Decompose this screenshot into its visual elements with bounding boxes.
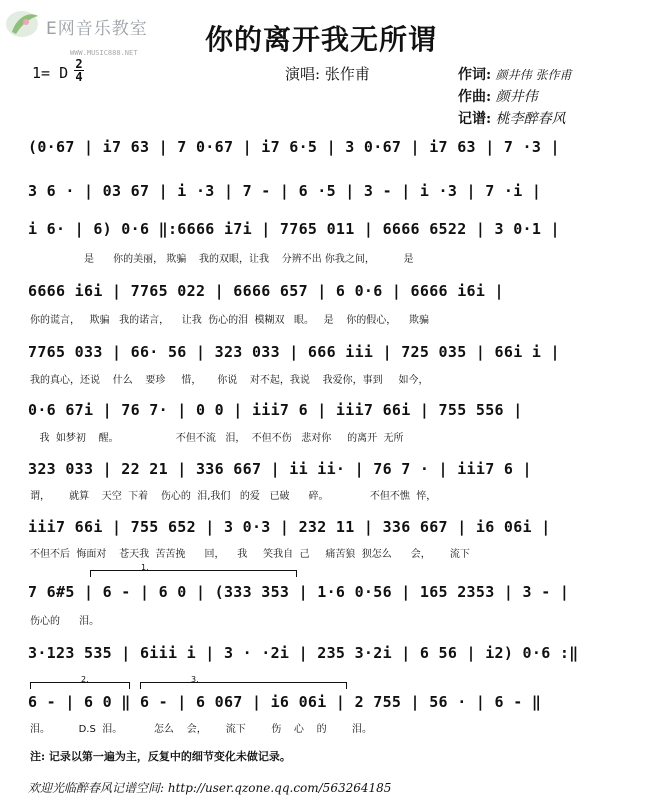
score-line-9: 7 6#5 | 6 - | 6 0 | (333 353 | 1·6 0·56 | 165 2353 | 3 - | [28, 583, 570, 601]
time-numerator: 2 [75, 57, 83, 71]
volta-2-label: 2. [81, 675, 89, 684]
composer-label: 作曲: [458, 89, 492, 105]
score-line-1: (0·67 | i7 63 | 7 0·67 | i7 6·5 | 3 0·67 | i7 63 | 7 ·3 | [28, 138, 560, 156]
singer: 演唱: 张作甫 [285, 65, 370, 83]
leaf-logo-icon [4, 6, 44, 40]
transcriber-credit [458, 108, 566, 128]
score-line-7: 323 033 | 22 21 | 336 667 | ii ii· | 76 7 · | iii7 6 | [28, 460, 532, 478]
transcription-note: 注: 记录以第一遍为主，反复中的细节变化未做记录。 [30, 750, 291, 763]
page-title: 你的离开我无所谓 [205, 23, 438, 56]
time-denominator: 4 [75, 70, 83, 84]
score-line-4: 6666 i6i | 7765 022 | 6666 657 | 6 0·6 | 6666 i6i | [28, 282, 504, 300]
lyrics-line-8: 不但不后 悔面对 苍天我 苦苦挽 回， 我 笑我自 己 痛苦狼 狈怎么 会， 流下 [30, 549, 470, 560]
score-line-3: i 6· | 6) 0·6 ‖:6666 i7i | 7765 011 | 6666 6522 | 3 0·1 | [28, 220, 560, 238]
score-line-5: 7765 033 | 66· 56 | 323 033 | 666 iii | 725 035 | 66i i | [28, 343, 560, 361]
logo-text: E网音乐教室 [46, 19, 148, 39]
score-line-11: 6 - | 6 0 ‖ 6 - | 6 067 | i6 06i | 2 755 | 56 · | 6 - ‖ [28, 693, 542, 711]
lyrics-line-6: 我 如梦初 醒。 不但不流 泪， 不但不伤 悲对你 的离开 无所 [30, 433, 404, 444]
lyrics-line-11: 泪。 D.S 泪。 怎么 会， 流下 伤 心 的 泪。 [30, 724, 373, 735]
lyricist-value: 颜井伟 张作甫 [495, 68, 572, 82]
time-signature [74, 58, 84, 83]
volta-bracket-1 [90, 563, 297, 577]
lyricist-label: 作词: [458, 67, 492, 83]
score-line-8: iii7 66i | 755 652 | 3 0·3 | 232 11 | 336 667 | i6 06i | [28, 518, 551, 536]
volta-1-label: 1. [141, 563, 149, 572]
lyricist-credit [458, 64, 571, 84]
lyrics-line-5: 我的真心，还说 什么 要珍 惜， 你说 对不起，我说 我爱你，事到 如今， [30, 375, 429, 386]
key-signature: 1= D [32, 64, 69, 82]
footer-link-text: 欢迎光临醉春风记谱空间: http://user.qzone.qq.com/563264185 [28, 781, 392, 795]
transcriber-label: 记谱: [458, 111, 492, 127]
score-line-6: 0·6 67i | 76 7· | 0 0 | iii7 6 | iii7 66i | 755 556 | [28, 401, 523, 419]
lyrics-line-4: 你的谎言， 欺骗 我的诺言， 让我 伤心的泪 模糊双 眼。 是 你的假心， 欺骗 [30, 315, 430, 326]
composer-value: 颜井伟 [495, 89, 538, 105]
volta-bracket-3 [140, 675, 347, 689]
site-logo [4, 6, 164, 44]
score-line-10: 3·123 535 | 6iii i | 3 · ·2i | 235 3·2i | 6 56 | i2) 0·6 :‖ [28, 644, 579, 662]
score-line-2: 3 6 · | 03 67 | i ·3 | 7 - | 6 ·5 | 3 - | i ·3 | 7 ·i | [28, 182, 542, 200]
transcriber-value: 桃李醉春风 [495, 111, 566, 127]
lyrics-line-7: 谓， 就算 天空 下着 伤心的 泪,我们 的爱 已破 碎。 不但不憔 悴， [30, 491, 437, 502]
lyrics-line-9: 伤心的 泪。 [30, 616, 100, 627]
volta-3-label: 3. [191, 675, 199, 684]
logo-url: WWW.MUSIC888.NET [70, 49, 138, 57]
lyrics-line-3: 是 你的美丽， 欺骗 我的双眼，让我 分辨不出 你我之间， 是 [30, 254, 414, 265]
composer-credit [458, 86, 538, 106]
volta-bracket-2 [30, 675, 130, 689]
